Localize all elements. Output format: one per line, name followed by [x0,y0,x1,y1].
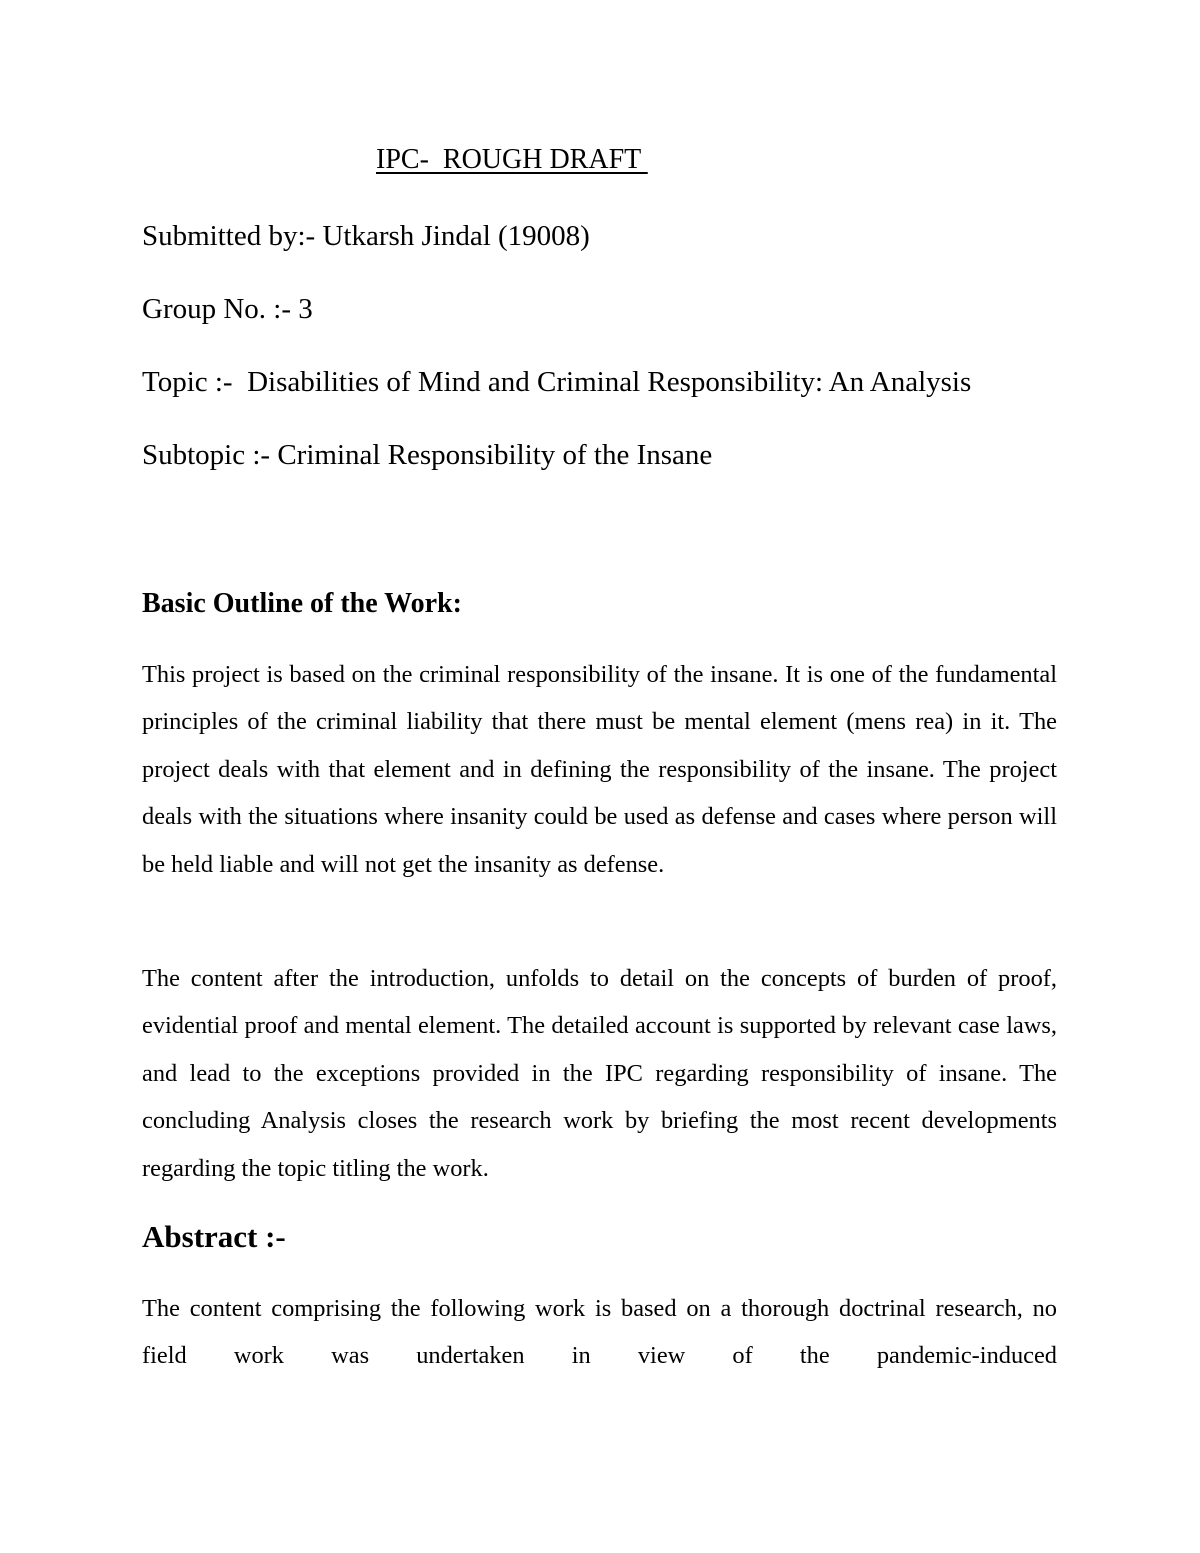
abstract-paragraph: The content comprising the following work is based on a thorough doctrinal research, no field work was undertaken in view of the pandemic-induced [142,1295,1057,1370]
document-title: IPC- ROUGH DRAFT [376,144,648,175]
topic: Topic :- Disabilities of Mind and Criminal Responsibility: An Analysis [142,366,972,398]
abstract-heading: Abstract :- [142,1219,286,1254]
subtopic: Subtopic :- Criminal Responsibility of the Insane [142,439,713,471]
outline-paragraph-2: The content after the introduction, unfolds to detail on the concepts of burden of proof, evidential proof and mental element. The detailed account is supported by relevant case laws, and lead to the exceptions provided in the IPC regarding responsibility of insane. The concluding Analysis closes the research work by briefing the most recent developments regarding the topic titling the work. [142,965,1057,1182]
outline-paragraph-1: This project is based on the criminal responsibility of the insane. It is one of the fundamental principles of the criminal liability that there must be mental element (mens rea) in it. The project deals with that element and in defining the responsibility of the insane. The project deals with the situations where insanity could be used as defense and cases where person will be held liable and will not get the insanity as defense. [142,661,1057,878]
group-number: Group No. :- 3 [142,293,313,325]
outline-heading: Basic Outline of the Work: [142,588,462,619]
submitted-by: Submitted by:- Utkarsh Jindal (19008) [142,220,590,252]
